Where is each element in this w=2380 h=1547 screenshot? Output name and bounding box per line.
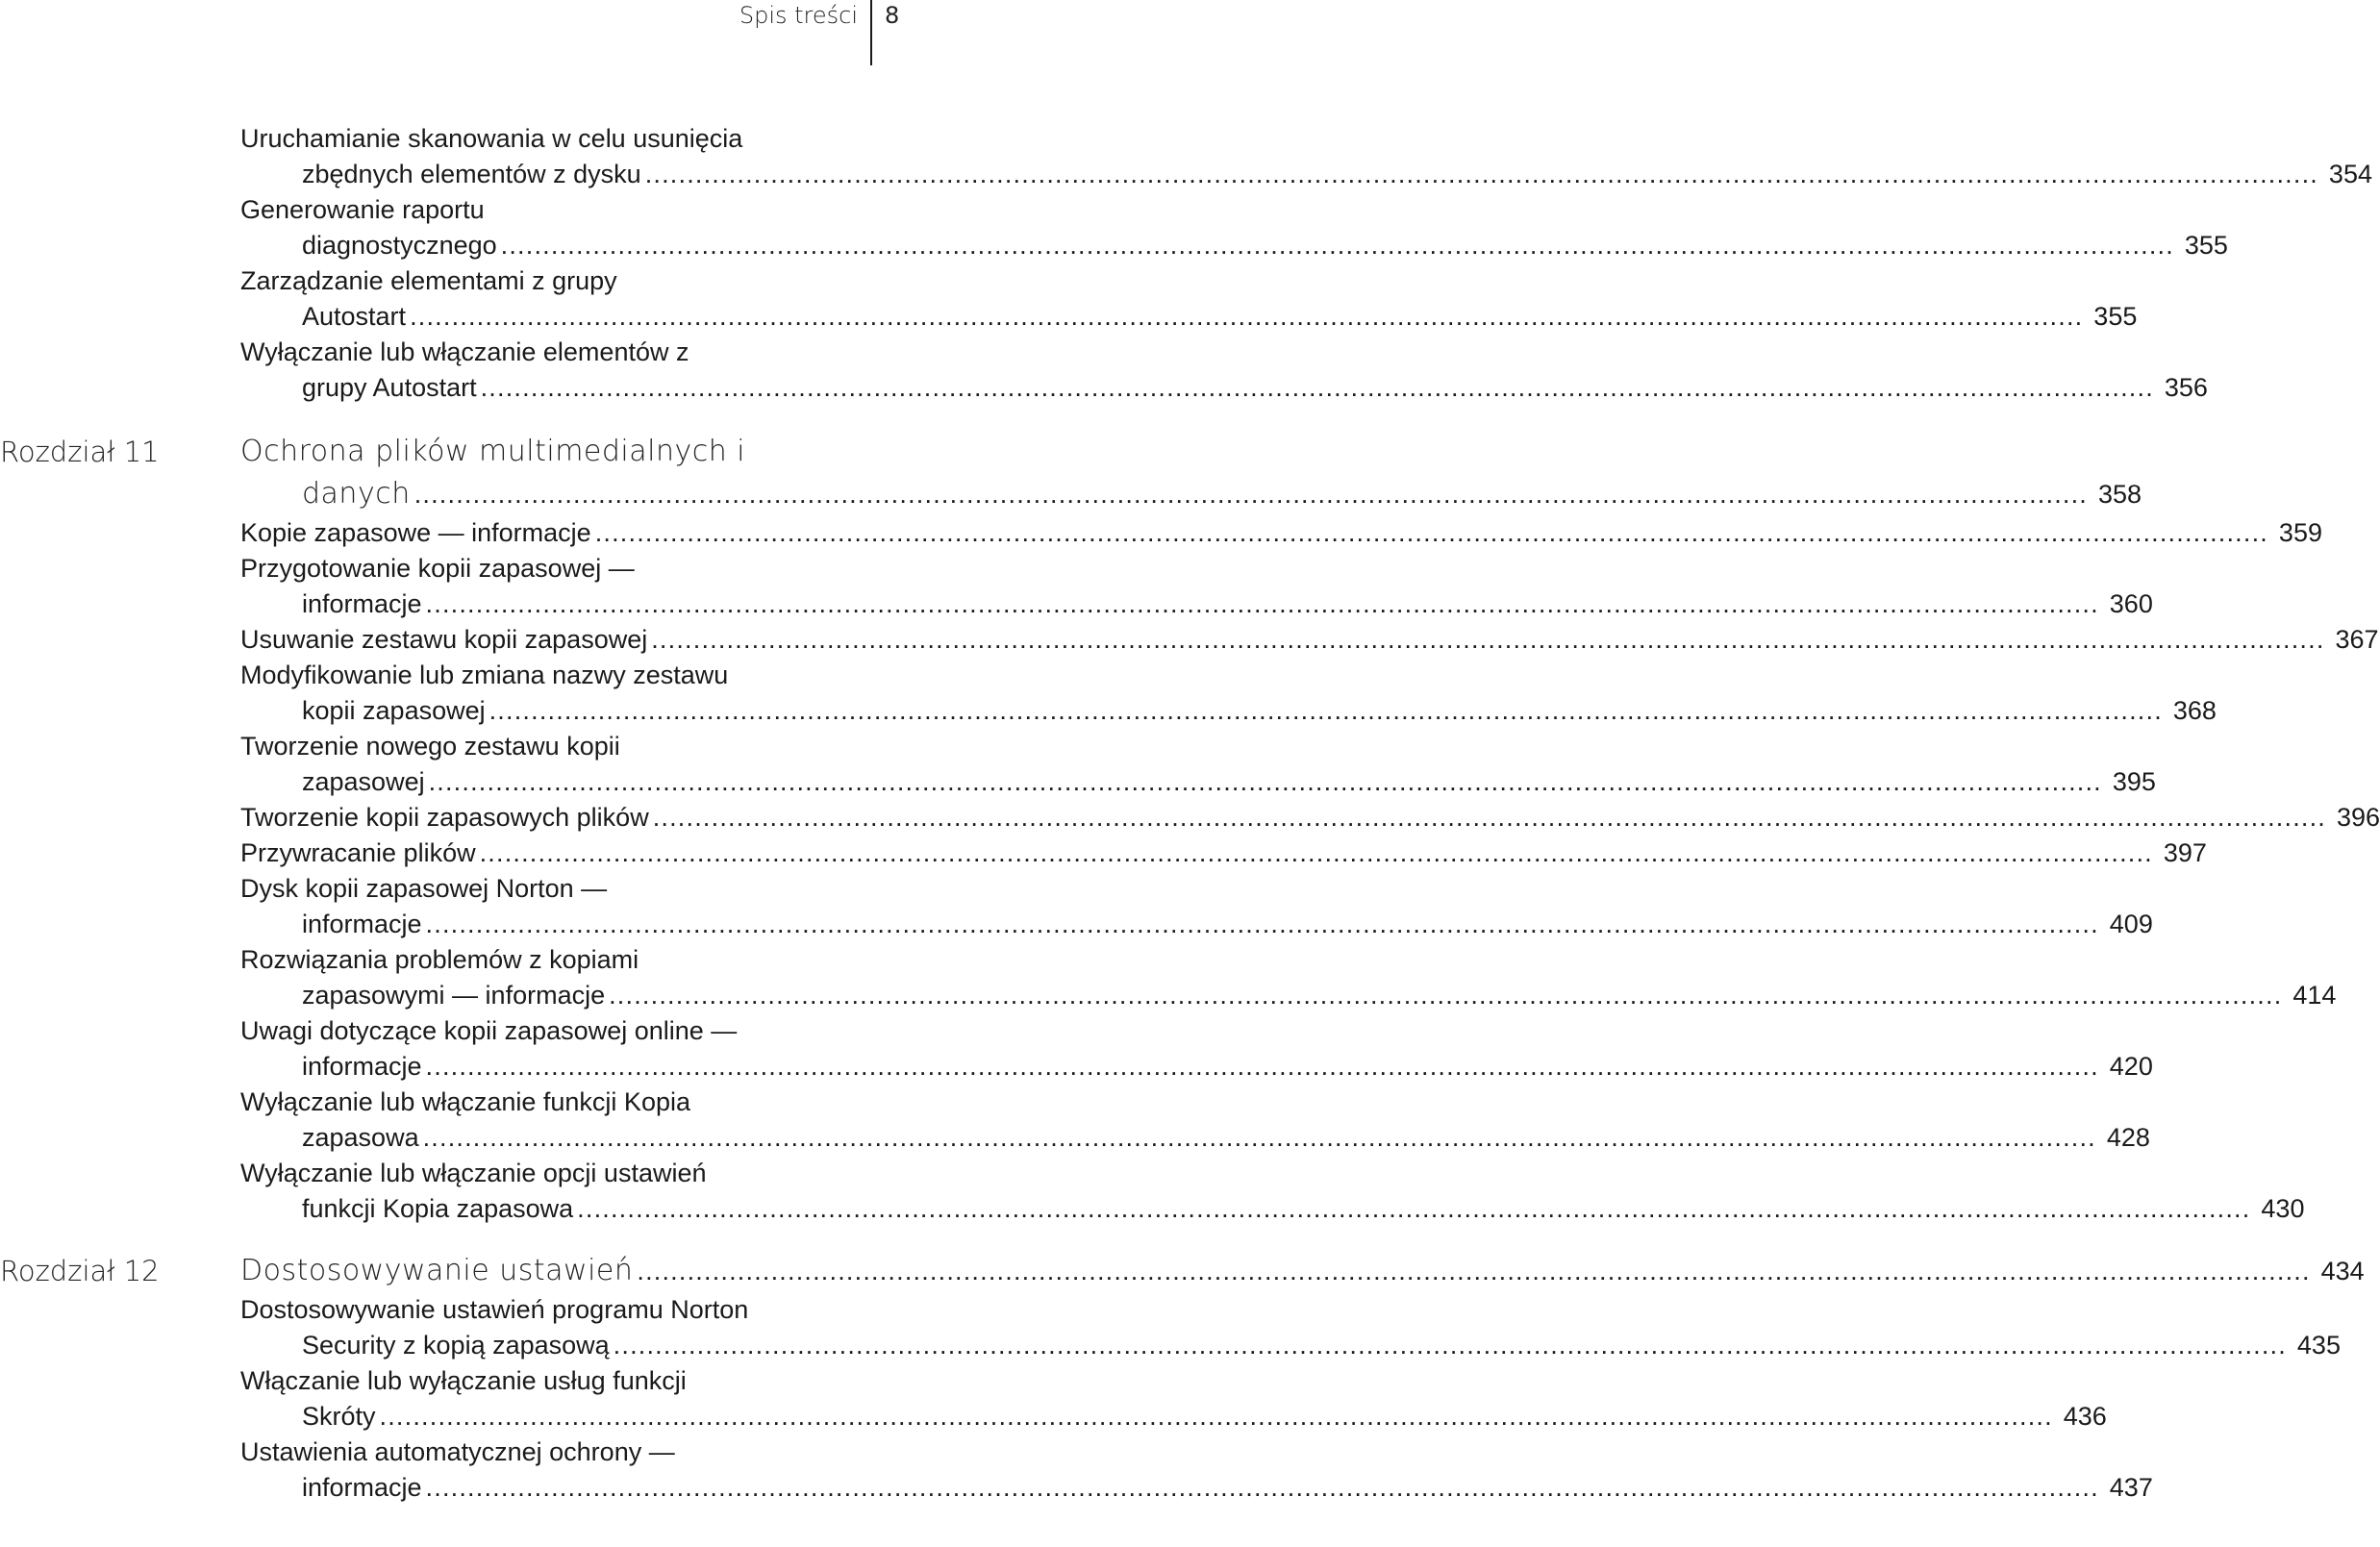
toc-entry-text: Security z kopią zapasową <box>302 1331 610 1360</box>
toc-page-number: 396 <box>2336 803 2380 832</box>
toc-entry-line <box>240 942 889 978</box>
toc-entry-line <box>240 1470 2153 1506</box>
dot-leader: ........................................................................................................................................................................................................ <box>609 981 2283 1010</box>
toc-entry-line <box>240 836 2207 871</box>
toc-entry-line <box>240 263 889 299</box>
chapter-label: Rozdział 12 <box>0 1255 160 1287</box>
toc-entry-text: Usuwanie zestawu kopii zapasowej <box>240 625 648 654</box>
toc-entry-line <box>240 586 2153 622</box>
toc-entry[interactable] <box>240 263 2138 335</box>
toc-entry-text: informacje <box>302 1052 422 1081</box>
toc-entry-line <box>240 551 889 586</box>
toc-entry-text: Kopie zapasowe — informacje <box>240 518 591 547</box>
toc-entry[interactable] <box>240 942 2337 1013</box>
toc-entry-text: Wyłączanie lub włączanie opcji ustawień <box>240 1159 707 1187</box>
toc-entry-text: zapasowej <box>302 767 425 796</box>
toc-entry[interactable] <box>240 1363 2107 1435</box>
toc-entry-text: Modyfikowanie lub zmiana nazwy zestawu <box>240 661 729 689</box>
page-number: 8 <box>885 2 900 29</box>
chapter-title-line <box>240 473 2142 515</box>
toc-page-number: 358 <box>2097 480 2142 509</box>
dot-leader: ........................................................................................................................................................................................................ <box>500 231 2174 260</box>
dot-leader: ........................................................................................................................................................................................................ <box>577 1194 2251 1223</box>
toc-page-number: 356 <box>2164 373 2208 402</box>
toc-entry-text: Generowanie raportu <box>240 195 485 224</box>
dot-leader: ........................................................................................................................................................................................................ <box>644 160 2318 188</box>
toc-entry-text: kopii zapasowej <box>302 696 486 725</box>
toc-page-number: 397 <box>2163 838 2207 867</box>
toc-entry[interactable] <box>240 1156 2305 1227</box>
chapter-heading[interactable] <box>240 431 2142 515</box>
toc-entry-text: Uwagi dotyczące kopii zapasowej online — <box>240 1016 738 1045</box>
toc-entry[interactable] <box>240 658 2217 729</box>
toc-entry-text: Włączanie lub wyłączanie usług funkcji <box>240 1366 687 1395</box>
toc-entry-text: Ustawienia automatycznej ochrony — <box>240 1437 675 1466</box>
toc-entry-line <box>240 800 2380 836</box>
toc-entry-line <box>240 871 889 907</box>
toc-entry-text: Tworzenie nowego zestawu kopii <box>240 732 620 761</box>
toc-entry-text: informacje <box>302 910 422 938</box>
toc-entry-line <box>240 370 2208 406</box>
toc-page-number: 360 <box>2109 589 2153 618</box>
chapter-label: Rozdział 11 <box>0 436 160 468</box>
toc-entry-line <box>240 1085 889 1120</box>
dot-leader: ........................................................................................................................................................................................................ <box>479 838 2153 867</box>
dot-leader: ........................................................................................................................................................................................................ <box>425 910 2099 938</box>
toc-entry-text: zbędnych elementów z dysku <box>302 160 641 188</box>
toc-entry-line <box>240 729 889 764</box>
toc-entry-line <box>240 1435 889 1470</box>
toc-page-number: 430 <box>2261 1194 2305 1223</box>
toc-entry[interactable] <box>240 121 2372 192</box>
dot-leader: ........................................................................................................................................................................................................ <box>637 1257 2311 1285</box>
toc-entry-text: Rozwiązania problemów z kopiami <box>240 945 639 974</box>
dot-leader: ........................................................................................................................................................................................................ <box>613 1331 2287 1360</box>
toc-entry-text: Przywracanie plików <box>240 838 476 867</box>
toc-entry[interactable] <box>240 622 2379 658</box>
chapter-heading[interactable] <box>240 1250 2365 1292</box>
toc-entry-line <box>240 121 889 157</box>
dot-leader: ........................................................................................................................................................................................................ <box>425 589 2099 618</box>
toc-entry-text: Wyłączanie lub włączanie funkcji Kopia <box>240 1087 690 1116</box>
chapter-title-line <box>240 1250 2365 1292</box>
toc-entry-text: Wyłączanie lub włączanie elementów z <box>240 337 689 366</box>
section-title: Spis treści <box>739 2 858 29</box>
toc-entry-line <box>240 1156 889 1191</box>
chapter-title-text: Ochrona plików multimedialnych i <box>240 435 746 468</box>
toc-page-number: 435 <box>2296 1331 2341 1360</box>
dot-leader: ........................................................................................................................................................................................................ <box>425 1052 2099 1081</box>
toc-entry-line <box>240 1363 889 1399</box>
toc-entry-text: zapasowymi — informacje <box>302 981 606 1010</box>
dot-leader: ........................................................................................................................................................................................................ <box>379 1402 2053 1431</box>
toc-page-number: 428 <box>2106 1123 2150 1152</box>
toc-entry[interactable] <box>240 729 2156 800</box>
toc-entry-text: Tworzenie kopii zapasowych plików <box>240 803 649 832</box>
toc-page-number: 355 <box>2093 302 2138 331</box>
dot-leader: ........................................................................................................................................................................................................ <box>413 480 2088 509</box>
toc-entry-text: Dysk kopii zapasowej Norton — <box>240 874 608 903</box>
toc-entry-line <box>240 1292 889 1328</box>
toc-page-number: 395 <box>2112 767 2156 796</box>
toc-page-number: 368 <box>2172 696 2217 725</box>
toc-entry[interactable] <box>240 871 2153 942</box>
dot-leader: ........................................................................................................................................................................................................ <box>410 302 2084 331</box>
toc-entry[interactable] <box>240 335 2208 406</box>
toc-entry-line <box>240 1328 2341 1363</box>
dot-leader: ........................................................................................................................................................................................................ <box>422 1123 2096 1152</box>
toc-entry-line <box>240 693 2217 729</box>
toc-entry-line <box>240 764 2156 800</box>
dot-leader: ........................................................................................................................................................................................................ <box>652 803 2326 832</box>
toc-page-number: 414 <box>2292 981 2337 1010</box>
toc-entry-line <box>240 157 2372 192</box>
toc-entry-line <box>240 1399 2107 1435</box>
toc-entry-line <box>240 658 889 693</box>
dot-leader: ........................................................................................................................................................................................................ <box>651 625 2325 654</box>
toc-entry-text: informacje <box>302 1473 422 1502</box>
toc-entry-line <box>240 622 2379 658</box>
toc-entry[interactable] <box>240 515 2322 551</box>
dot-leader: ........................................................................................................................................................................................................ <box>480 373 2154 402</box>
dot-leader: ........................................................................................................................................................................................................ <box>425 1473 2099 1502</box>
toc-entry[interactable] <box>240 551 2153 622</box>
toc-entry-text: Skróty <box>302 1402 376 1431</box>
dot-leader: ........................................................................................................................................................................................................ <box>428 767 2102 796</box>
toc-page-number: 354 <box>2328 160 2372 188</box>
toc-entry[interactable] <box>240 1435 2153 1506</box>
toc-page-number: 359 <box>2278 518 2322 547</box>
toc-entry-text: zapasowa <box>302 1123 419 1152</box>
toc-page-number: 420 <box>2109 1052 2153 1081</box>
toc-entry-line <box>240 1120 2150 1156</box>
toc-entry-line <box>240 335 889 370</box>
toc-page-number: 355 <box>2184 231 2228 260</box>
toc-entry[interactable] <box>240 192 2228 263</box>
toc-entry[interactable] <box>240 1085 2150 1156</box>
dot-leader: ........................................................................................................................................................................................................ <box>594 518 2268 547</box>
page-header <box>0 0 923 67</box>
chapter-title-text: Dostosowywanie ustawień <box>240 1254 634 1287</box>
toc-entry-line <box>240 515 2322 551</box>
toc-page-number: 409 <box>2109 910 2153 938</box>
toc-entry-text: Przygotowanie kopii zapasowej — <box>240 554 635 583</box>
toc-entry[interactable] <box>240 1292 2341 1363</box>
chapter-title-line <box>240 431 889 473</box>
toc-entry-text: informacje <box>302 589 422 618</box>
toc-entry-line <box>240 192 889 228</box>
toc-entry-line <box>240 1049 2153 1085</box>
toc-page-number: 437 <box>2109 1473 2153 1502</box>
toc-entry-line <box>240 907 2153 942</box>
toc-entry-line <box>240 299 2138 335</box>
toc-entry-line <box>240 1191 2305 1227</box>
toc-entry-line <box>240 1013 889 1049</box>
toc-entry-text: funkcji Kopia zapasowa <box>302 1194 574 1223</box>
toc-entry-line <box>240 978 2337 1013</box>
toc-page-number: 436 <box>2063 1402 2107 1431</box>
toc-entry[interactable] <box>240 836 2207 871</box>
toc-entry-text: Uruchamianie skanowania w celu usunięcia <box>240 124 743 153</box>
dot-leader: ........................................................................................................................................................................................................ <box>489 696 2163 725</box>
toc-entry[interactable] <box>240 1013 2153 1085</box>
chapter-title-text: danych <box>302 477 411 511</box>
toc-entry-text: diagnostycznego <box>302 231 497 260</box>
toc-entry-text: grupy Autostart <box>302 373 477 402</box>
toc-page-number: 367 <box>2335 625 2379 654</box>
toc-entry-text: Autostart <box>302 302 407 331</box>
header-divider <box>870 0 872 65</box>
toc-entry-line <box>240 228 2228 263</box>
toc-entry-text: Dostosowywanie ustawień programu Norton <box>240 1295 749 1324</box>
toc-page-number: 434 <box>2320 1257 2365 1285</box>
toc-entry-text: Zarządzanie elementami z grupy <box>240 266 617 295</box>
toc-entry[interactable] <box>240 800 2380 836</box>
